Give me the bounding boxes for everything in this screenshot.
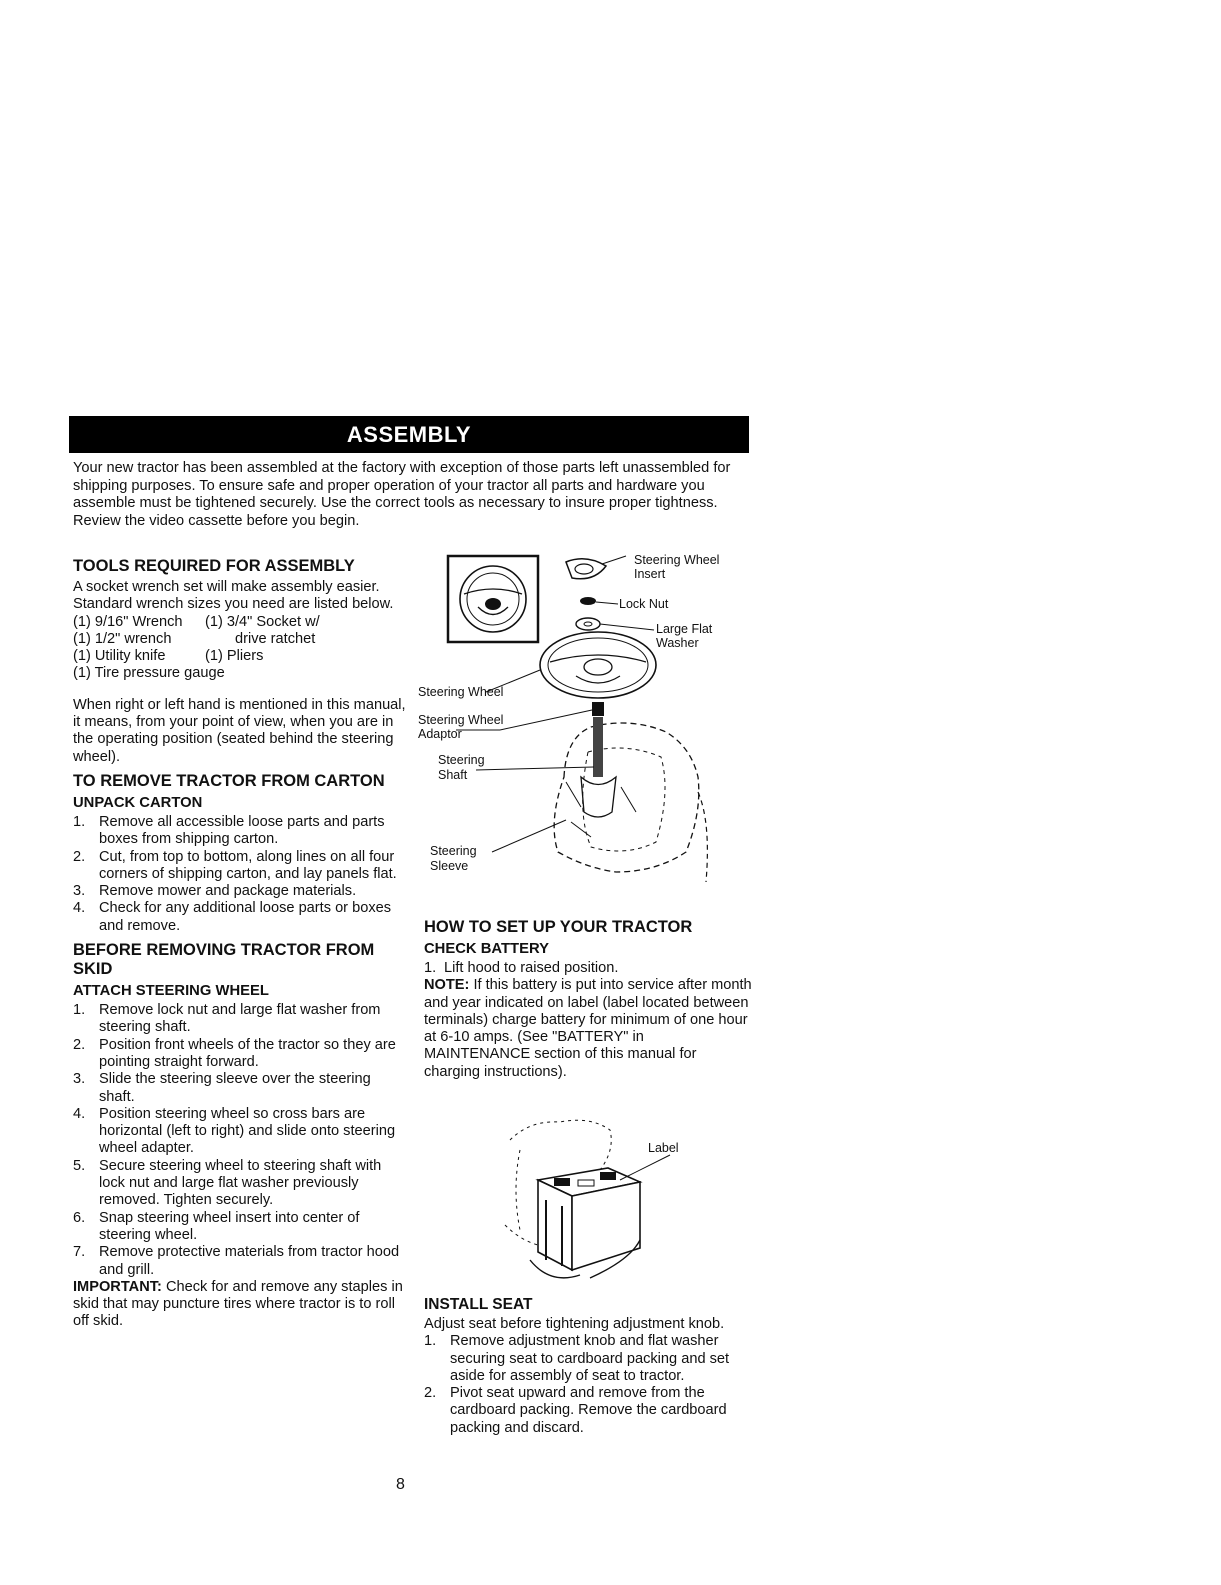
list-item: 4. Check for any additional loose parts or boxes and remove.: [73, 900, 392, 934]
before-heading: BEFORE REMOVING TRACTOR FROM SKID: [73, 941, 375, 979]
list-item: 3. Slide the steering sleeve over the steering shaft.: [73, 1071, 371, 1105]
adaptor-icon: [592, 702, 604, 716]
sleeve-icon: [581, 777, 616, 817]
list-item: 1. Remove all accessible loose parts and parts boxes from shipping carton.: [73, 813, 385, 848]
steering-wheel-icon: [540, 632, 656, 698]
list-item: 2. Cut, from top to bottom, along lines on all four corners of shipping carton, and lay panels flat.: [73, 848, 397, 882]
label-washer: Washer: [656, 636, 699, 650]
attach-heading: ATTACH STEERING WHEEL: [73, 983, 269, 1000]
unpack-heading: UNPACK CARTON: [73, 794, 203, 811]
lock-nut-icon: [580, 597, 596, 605]
important-note: IMPORTANT: Check for and remove any staples in skid that may puncture tires where tractor is to roll off skid.: [73, 1278, 403, 1330]
tools-row: [73, 614, 408, 631]
tools-list: [73, 614, 408, 683]
label-battery: Label: [648, 1141, 679, 1155]
list-item: 5. Secure steering wheel to steering shaft with lock nut and large flat washer previously removed. Tighten securely.: [73, 1157, 382, 1209]
seat-text: Adjust seat before tightening adjustment knob.: [424, 1316, 725, 1332]
tools-heading: TOOLS REQUIRED FOR ASSEMBLY: [73, 557, 355, 575]
battery-icon: [530, 1168, 640, 1278]
list-item: 1. Lift hood to raised position.: [424, 960, 619, 976]
battery-note: NOTE: If this battery is put into service after month and year indicated on label (label located between terminals) charge battery for minimum of one hour at 6-10 amps. (See "BATTERY" in MAINTENANCE section of this manual for charging instructions).: [424, 977, 752, 1080]
attach-steps: [73, 1002, 408, 1279]
label-adaptor: Adaptor: [418, 727, 462, 741]
setup-heading: HOW TO SET UP YOUR TRACTOR: [424, 918, 693, 936]
label-adaptor: Steering Wheel: [418, 713, 504, 727]
list-item: 3. Remove mower and package materials.: [73, 883, 357, 900]
tools-row: [73, 648, 408, 665]
tool-item: (1) Pliers: [205, 648, 264, 665]
hand-note: When right or left hand is mentioned in this manual, it means, from your point of view, when you are in the operating position (seated behind the steering wheel).: [73, 696, 406, 765]
intro-paragraph: Your new tractor has been assembled at the factory with exception of those parts left unassembled for shipping purposes. To ensure safe and proper operation of your tractor all parts and hardware you assemble must be tightened securely. Use the correct tools as necessary to insure proper tightness. Review the video cassette before you begin.: [73, 460, 731, 529]
battery-steps: [424, 960, 754, 977]
seat-steps: [424, 1333, 754, 1437]
right-column: [424, 918, 754, 1081]
section-banner: ASSEMBLY: [69, 416, 749, 453]
tool-item: (1) Utility knife: [73, 648, 166, 665]
label-washer: Large Flat: [656, 622, 713, 636]
shaft-icon: [593, 717, 603, 777]
list-item: 1. Remove lock nut and large flat washer from steering shaft.: [73, 1002, 381, 1036]
label-shaft: Shaft: [438, 768, 468, 782]
label-shaft: Steering: [438, 753, 485, 767]
insert-icon: [566, 559, 606, 579]
list-item: 6. Snap steering wheel insert into center of steering wheel.: [73, 1209, 360, 1243]
steering-assembly-diagram: [416, 552, 756, 897]
remove-heading: TO REMOVE TRACTOR FROM CARTON: [73, 771, 385, 790]
washer-icon: [576, 618, 600, 630]
label-steering-wheel: Steering Wheel: [418, 685, 504, 699]
label-sleeve: Steering: [430, 844, 477, 858]
battery-diagram: [490, 1110, 710, 1290]
list-item: 1. Remove adjustment knob and flat washer securing seat to cardboard packing and set aside for assembly of seat to tractor.: [424, 1333, 730, 1384]
tool-item: (1) 9/16" Wrench: [73, 613, 183, 630]
seat-section: [424, 1296, 754, 1437]
left-column: [73, 557, 408, 1331]
list-item: 2. Pivot seat upward and remove from the cardboard packing. Remove the cardboard packing and discard.: [424, 1385, 727, 1436]
tools-row: [73, 631, 408, 648]
page-number: 8: [396, 1476, 405, 1493]
label-sleeve: Sleeve: [430, 859, 469, 873]
tool-item: (1) Tire pressure gauge: [73, 665, 225, 682]
list-item: 2. Position front wheels of the tractor so they are pointing straight forward.: [73, 1036, 396, 1070]
tool-item: (1) 1/2" wrench: [73, 630, 172, 647]
tool-item: (1) 3/4" Socket w/: [205, 613, 320, 630]
tool-item: drive ratchet: [235, 630, 316, 647]
label-insert: Insert: [634, 567, 666, 581]
list-item: 7. Remove protective materials from tractor hood and grill.: [73, 1244, 400, 1278]
label-lock-nut: Lock Nut: [619, 597, 669, 611]
label-insert: Steering Wheel: [634, 553, 720, 567]
unpack-steps: [73, 814, 408, 935]
tools-text: A socket wrench set will make assembly easier. Standard wrench sizes you need are listed below.: [73, 579, 394, 613]
install-seat-heading: INSTALL SEAT: [424, 1296, 533, 1313]
list-item: 4. Position steering wheel so cross bars are horizontal (left to right) and slide onto steering wheel adapter.: [73, 1105, 396, 1157]
tools-row: [73, 665, 408, 682]
check-battery-heading: CHECK BATTERY: [424, 941, 549, 957]
